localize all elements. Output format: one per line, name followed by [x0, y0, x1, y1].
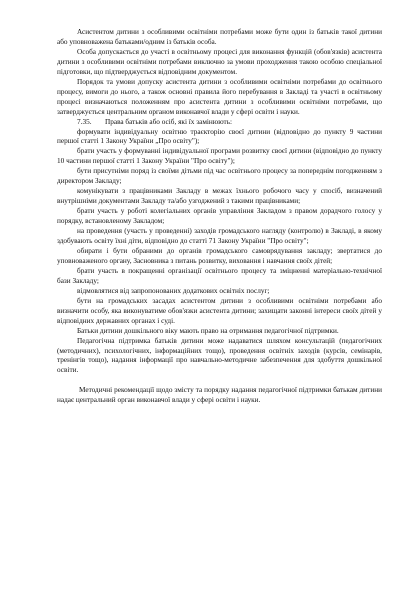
section-title: Права батьків або осіб, які їх замінюють: [105, 117, 233, 126]
paragraph-assistant-who: Асистентом дитини з особливими освітніми потребами може бути один із батьків такої дитини або уповноважена батьками/одним із батьків особа. [57, 28, 382, 46]
paragraph-assistant-admission: Особа допускається до участі в освітньому процесі для виконання функцій (обов'язків) асистента дитини з особливими освітніми потребами виключно за умови проходження такою особою спеціальної підготовки, що підтверджується відповідним документом. [57, 47, 382, 76]
right-item: на проведення (участь у проведенні) заходів громадського нагляду (контролю) в Закладі, в якому здобувають освіту їхні діти, відповідно до статті 71 Закону України "Про освіту"; [57, 227, 382, 246]
right-item: бути на громадських засадах асистентом дитини з особливими освітніми потребами або визначити особу, яка виконуватиме обов'язки асистента дитини; захищати законні інтереси своїх дітей у відповідних державних органах і суді. [57, 296, 382, 325]
right-item: відмовлятися від запропонованих додаткових освітніх послуг; [77, 286, 270, 295]
section-number: 7.35. [77, 117, 92, 126]
right-item: комунікувати з працівниками Закладу в межах їхнього робочого часу у спосіб, визначений внутрішніми документами Закладу та/або узгоджений з такими працівниками; [57, 187, 382, 206]
right-item: брати участь у формуванні індивідуальної програми розвитку своєї дитини (відповідно до пункту 10 частини першої статті 1 Закону України "Про освіту"); [57, 147, 382, 166]
paragraph-assistant-procedure: Порядок та умови допуску асистента дитини з особливими освітніми потребами до освітнього процесу, вимоги до нього, а також основні правила його перебування в Закладі та участі в освітньому процесі визначаються положенням про асистента дитини з особливими освітніми потребами, що затверджується центральним органом виконавчої влади у сфері освіти і науки. [57, 77, 382, 116]
right-item: брати участь в покращенні організації освітнього процесу та зміцненні матеріально-технічної бази Закладу; [57, 266, 382, 285]
right-item: формувати індивідуальну освітню траєкторію своєї дитини (відповідно до пункту 9 частини першої статті 1 Закону України „Про освіту"); [57, 127, 382, 146]
right-item: бути присутніми поряд із своїми дітьми під час освітнього процесу за попереднім погодженням з директором Закладу; [57, 167, 382, 186]
paragraph-methodical-recommendations: Методичні рекомендації щодо змісту та порядку надання педагогічної підтримки батькам дитини надає центральний орган виконавчої влади у сфері освіти і науки. [57, 386, 382, 405]
right-item: обирати і бути обраними до органів громадського самоврядування закладу; звертатися до уповноваженого органу, Засновника з питань розвитку, виховання і навчання своїх дітей; [57, 246, 382, 265]
right-item: брати участь у роботі колегіальних органів управління Закладом з правом дорадчого голосу у порядку, встановленому Закладом; [57, 207, 382, 226]
paragraph-pedagogical-support-right: Батьки дитини дошкільного віку мають право на отримання педагогічної підтримки. [77, 326, 339, 335]
document-body [57, 28, 382, 406]
paragraph-pedagogical-support-forms: Педагогічна підтримка батьків дитини може надаватися шляхом консультацій (педагогічних (методичних), психологічних, інформаційних тощо), проведення освітніх заходів (курсів, семінарів, тренінгів тощо), надання інформації про навчально-методичне забезпечення для здобуття дошкільної освіти. [57, 336, 382, 375]
section-heading [57, 118, 382, 128]
